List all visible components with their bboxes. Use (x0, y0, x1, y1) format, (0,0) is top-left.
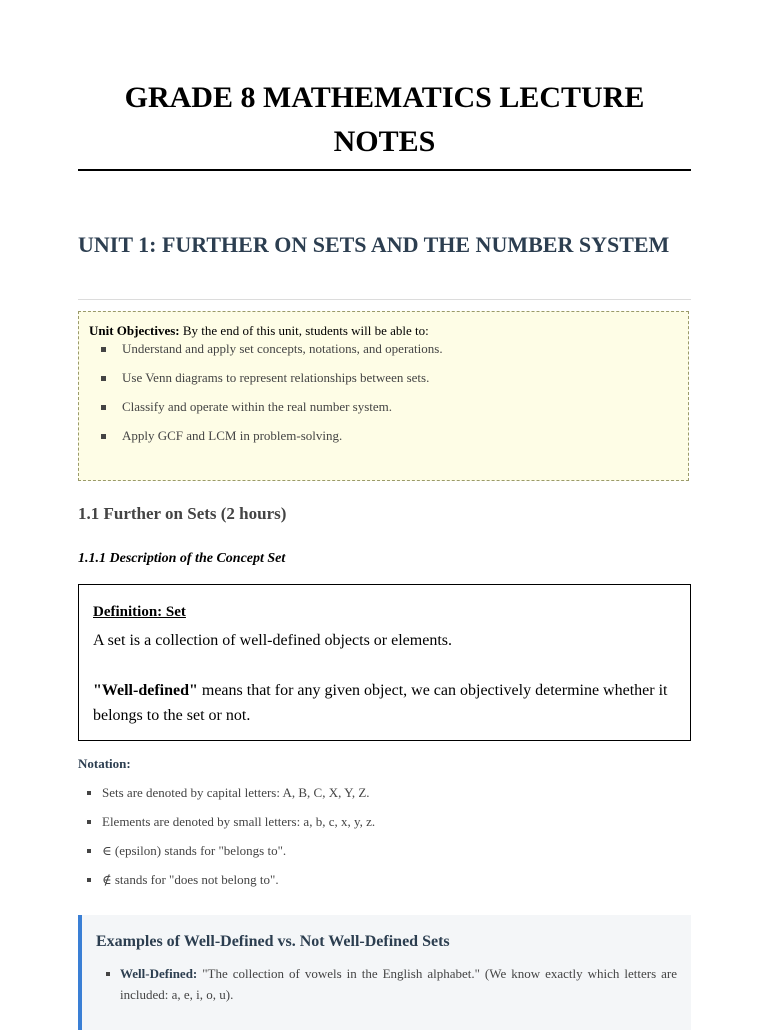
objectives-intro-text: By the end of this unit, students will be able to: (179, 323, 429, 338)
definition-explanation (93, 678, 676, 728)
definition-term-text: means that for any given object, we can objectively determine whether it belongs to the set or not. (93, 682, 668, 724)
notation-text: Elements are denoted by small letters: a, b, c, x, y, z. (102, 814, 376, 829)
notation-text: Sets are denoted by capital letters: A, B, C, X, Y, Z. (102, 785, 370, 800)
section-heading: 1.1 Further on Sets (2 hours) (78, 504, 287, 523)
objective-text: Classify and operate within the real number system. (122, 399, 393, 414)
objectives-intro (89, 322, 678, 340)
objectives-label: Unit Objectives: (89, 323, 180, 338)
square-bullet-icon (87, 849, 91, 853)
notation-text: ∉ stands for "does not belong to". (102, 872, 279, 887)
objectives-list (89, 340, 678, 445)
example-label: Well-Defined: (120, 966, 198, 981)
definition-text: A set is a collection of well-defined objects or elements. (93, 632, 452, 649)
unit-heading: UNIT 1: FURTHER ON SETS AND THE NUMBER SYSTEM (78, 232, 670, 257)
example-text: "The collection of vowels in the English alphabet." (We know exactly which letters are included: a, e, i, o, u). (120, 966, 677, 1002)
list-item (87, 784, 687, 802)
definition-title: Definition: Set (93, 604, 186, 620)
square-bullet-icon (87, 820, 91, 824)
square-bullet-icon (87, 878, 91, 882)
square-bullet-icon (101, 405, 106, 410)
examples-list (96, 963, 677, 1005)
examples-box (78, 915, 691, 1030)
objective-text: Understand and apply set concepts, notations, and operations. (122, 341, 443, 356)
list-item (101, 340, 678, 358)
list-item (87, 813, 687, 831)
square-bullet-icon (101, 347, 106, 352)
list-item (101, 427, 678, 445)
examples-title: Examples of Well-Defined vs. Not Well-Defined Sets (96, 933, 450, 950)
unit-divider (78, 299, 691, 300)
notation-text: ∈ (epsilon) stands for "belongs to". (102, 843, 287, 858)
square-bullet-icon (101, 376, 106, 381)
square-bullet-icon (87, 791, 91, 795)
list-item (87, 871, 687, 889)
objective-text: Use Venn diagrams to represent relationships between sets. (122, 370, 430, 385)
list-item (101, 398, 678, 416)
definition-term: "Well-defined" (93, 682, 198, 699)
notation-list (87, 784, 687, 900)
list-item (101, 369, 678, 387)
definition-box (78, 584, 691, 741)
title-divider (78, 169, 691, 171)
list-item (106, 963, 677, 1005)
square-bullet-icon (101, 434, 106, 439)
square-bullet-icon (106, 972, 110, 976)
unit-objectives-box (78, 311, 689, 481)
list-item (87, 842, 687, 860)
document-title: GRADE 8 MATHEMATICS LECTURE NOTES (124, 81, 645, 158)
subsection-heading: 1.1.1 Description of the Concept Set (78, 551, 286, 566)
objective-text: Apply GCF and LCM in problem-solving. (122, 428, 343, 443)
notation-label: Notation: (78, 756, 131, 771)
